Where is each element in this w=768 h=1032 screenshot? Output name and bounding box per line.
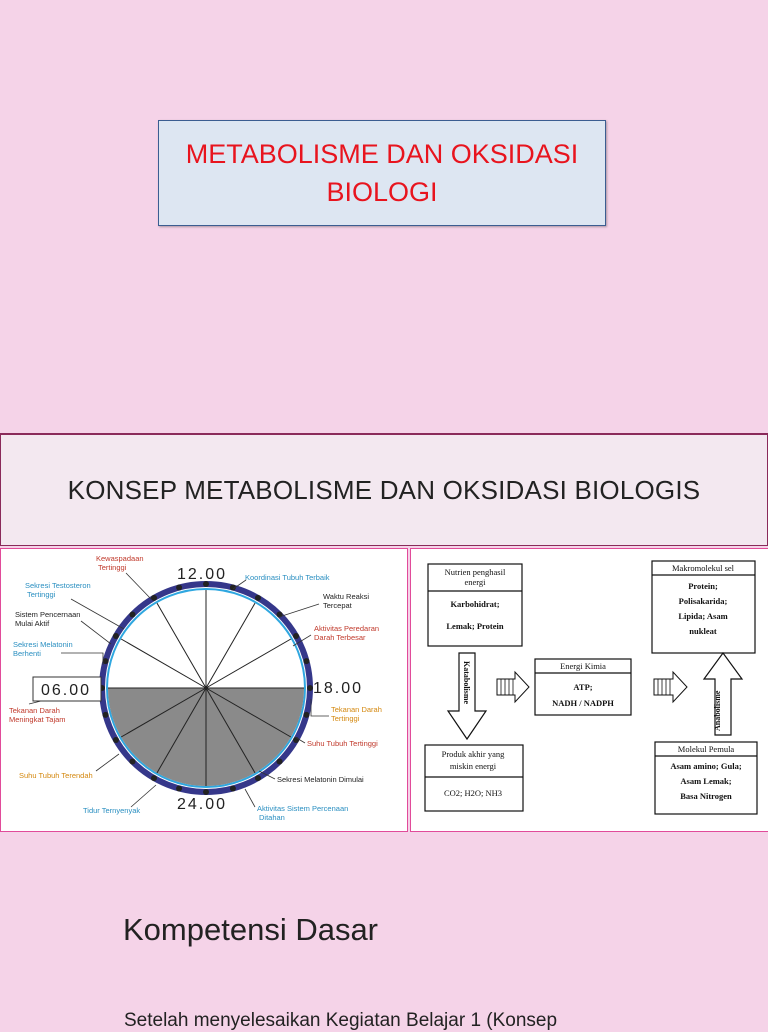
anabolisme-arrow bbox=[704, 653, 742, 735]
slide-title bbox=[0, 0, 768, 420]
label-tekanan-meningkat-2: Meningkat Tajam bbox=[9, 715, 66, 724]
clock-hour-dot bbox=[255, 595, 261, 601]
title-line-1: METABOLISME DAN OKSIDASI bbox=[185, 139, 579, 169]
metabolism-cycle-svg bbox=[411, 549, 768, 831]
label-tekanan-meningkat-1: Tekanan Darah bbox=[9, 706, 60, 715]
label-melatonin-dimulai: Sekresi Melatonin Dimulai bbox=[277, 775, 364, 784]
hour-12: 12.00 bbox=[177, 566, 228, 583]
concept-banner bbox=[0, 434, 768, 546]
label-melatonin-berhenti-2: Berhenti bbox=[13, 649, 41, 658]
banner-title: KONSEP METABOLISME DAN OKSIDASI BIOLOGIS bbox=[67, 474, 701, 505]
energi-body-2: NADH / NADPH bbox=[552, 698, 614, 708]
hour-18: 18.00 bbox=[313, 680, 364, 697]
label-reaksi-2: Tercepat bbox=[323, 601, 352, 610]
pemula-body-1: Asam amino; Gula; bbox=[670, 761, 742, 771]
katabolisme-label: Katabolisme bbox=[462, 661, 471, 705]
label-pencernaan-ditahan-2: Ditahan bbox=[259, 813, 285, 822]
pemula-head: Molekul Pemula bbox=[677, 744, 735, 754]
metabolism-cycle-figure bbox=[410, 548, 768, 832]
anabolisme-label: Anabolisme bbox=[713, 690, 722, 731]
makro-head: Makromolekul sel bbox=[671, 563, 735, 573]
nutrien-body-1: Karbohidrat; bbox=[450, 599, 500, 609]
slide-kompetensi bbox=[0, 866, 768, 1031]
produk-head-2: miskin energi bbox=[449, 761, 497, 771]
slide-title-text bbox=[186, 135, 579, 211]
makro-body-4: nukleat bbox=[689, 626, 717, 636]
label-koordinasi: Koordinasi Tubuh Terbaik bbox=[245, 573, 330, 582]
label-peredaran-1: Aktivitas Peredaran bbox=[314, 624, 380, 633]
hour-24: 24.00 bbox=[177, 796, 228, 813]
label-reaksi-1: Waktu Reaksi bbox=[323, 592, 369, 601]
circadian-clock-figure bbox=[0, 548, 408, 832]
label-testosteron-2: Tertinggi bbox=[27, 590, 56, 599]
label-suhu-terendah: Suhu Tubuh Terendah bbox=[19, 771, 93, 780]
produk-head-1: Produk akhir yang bbox=[441, 749, 505, 759]
label-kewaspadaan-1: Kewaspadaan bbox=[96, 554, 144, 563]
title-box bbox=[158, 120, 606, 226]
clock-hour-dot bbox=[151, 595, 157, 601]
clock-hour-dot bbox=[113, 737, 119, 743]
nutrien-body-2: Lemak; Protein bbox=[446, 621, 504, 631]
clock-hour-dot bbox=[203, 789, 209, 795]
label-testosteron-1: Sekresi Testosteron bbox=[25, 581, 91, 590]
flow-arrow-right bbox=[654, 672, 687, 702]
clock-hour-dot bbox=[303, 712, 309, 718]
clock-hour-dot bbox=[129, 759, 135, 765]
label-tekanan-tertinggi-1: Tekanan Darah bbox=[331, 705, 382, 714]
kompetensi-heading: Kompetensi Dasar bbox=[123, 912, 379, 947]
label-melatonin-berhenti-1: Sekresi Melatonin bbox=[13, 640, 73, 649]
clock-hour-dot bbox=[303, 658, 309, 664]
produk-body: CO2; H2O; NH3 bbox=[443, 788, 503, 798]
energi-body-1: ATP; bbox=[573, 682, 593, 692]
title-line-2: BIOLOGI bbox=[326, 177, 438, 207]
label-tekanan-tertinggi-2: Tertinggi bbox=[331, 714, 360, 723]
label-pencernaan-1: Sistem Pencernaan bbox=[15, 610, 81, 619]
slide-concept bbox=[0, 433, 768, 832]
label-suhu-tertinggi: Suhu Tubuh Tertinggi bbox=[307, 739, 378, 748]
clock-hour-dot bbox=[129, 611, 135, 617]
clock-hour-dot bbox=[293, 633, 299, 639]
kompetensi-body: Setelah menyelesaikan Kegiatan Belajar 1 (Konsep bbox=[124, 1010, 558, 1031]
clock-hour-dot bbox=[176, 585, 182, 591]
clock-hour-dot bbox=[103, 658, 109, 664]
nutrien-head-1: Nutrien penghasil bbox=[444, 567, 506, 577]
label-tidur-ternyenyak: Tidur Ternyenyak bbox=[83, 806, 141, 815]
makro-body-3: Lipida; Asam bbox=[678, 611, 728, 621]
circadian-clock-svg bbox=[1, 549, 407, 831]
nutrien-head-2: energi bbox=[464, 577, 486, 587]
makro-body-1: Protein; bbox=[688, 581, 718, 591]
hour-06: 06.00 bbox=[41, 682, 92, 699]
label-peredaran-2: Darah Terbesar bbox=[314, 633, 366, 642]
label-kewaspadaan-2: Tertinggi bbox=[98, 563, 127, 572]
clock-hour-dot bbox=[113, 633, 119, 639]
flow-arrow-left bbox=[497, 672, 529, 702]
makro-body-2: Polisakarida; bbox=[678, 596, 728, 606]
clock-hour-dot bbox=[103, 712, 109, 718]
pemula-body-2: Asam Lemak; bbox=[680, 776, 732, 786]
energi-head: Energi Kimia bbox=[560, 661, 606, 671]
label-pencernaan-ditahan-1: Aktivitas Sistem Percenaan bbox=[257, 804, 349, 813]
pemula-body-3: Basa Nitrogen bbox=[680, 791, 732, 801]
clock-hour-dot bbox=[230, 785, 236, 791]
label-pencernaan-2: Mulai Aktif bbox=[15, 619, 50, 628]
clock-hour-dot bbox=[176, 785, 182, 791]
clock-hour-dot bbox=[151, 775, 157, 781]
clock-hour-dot bbox=[277, 759, 283, 765]
clock-hour-dot bbox=[255, 775, 261, 781]
